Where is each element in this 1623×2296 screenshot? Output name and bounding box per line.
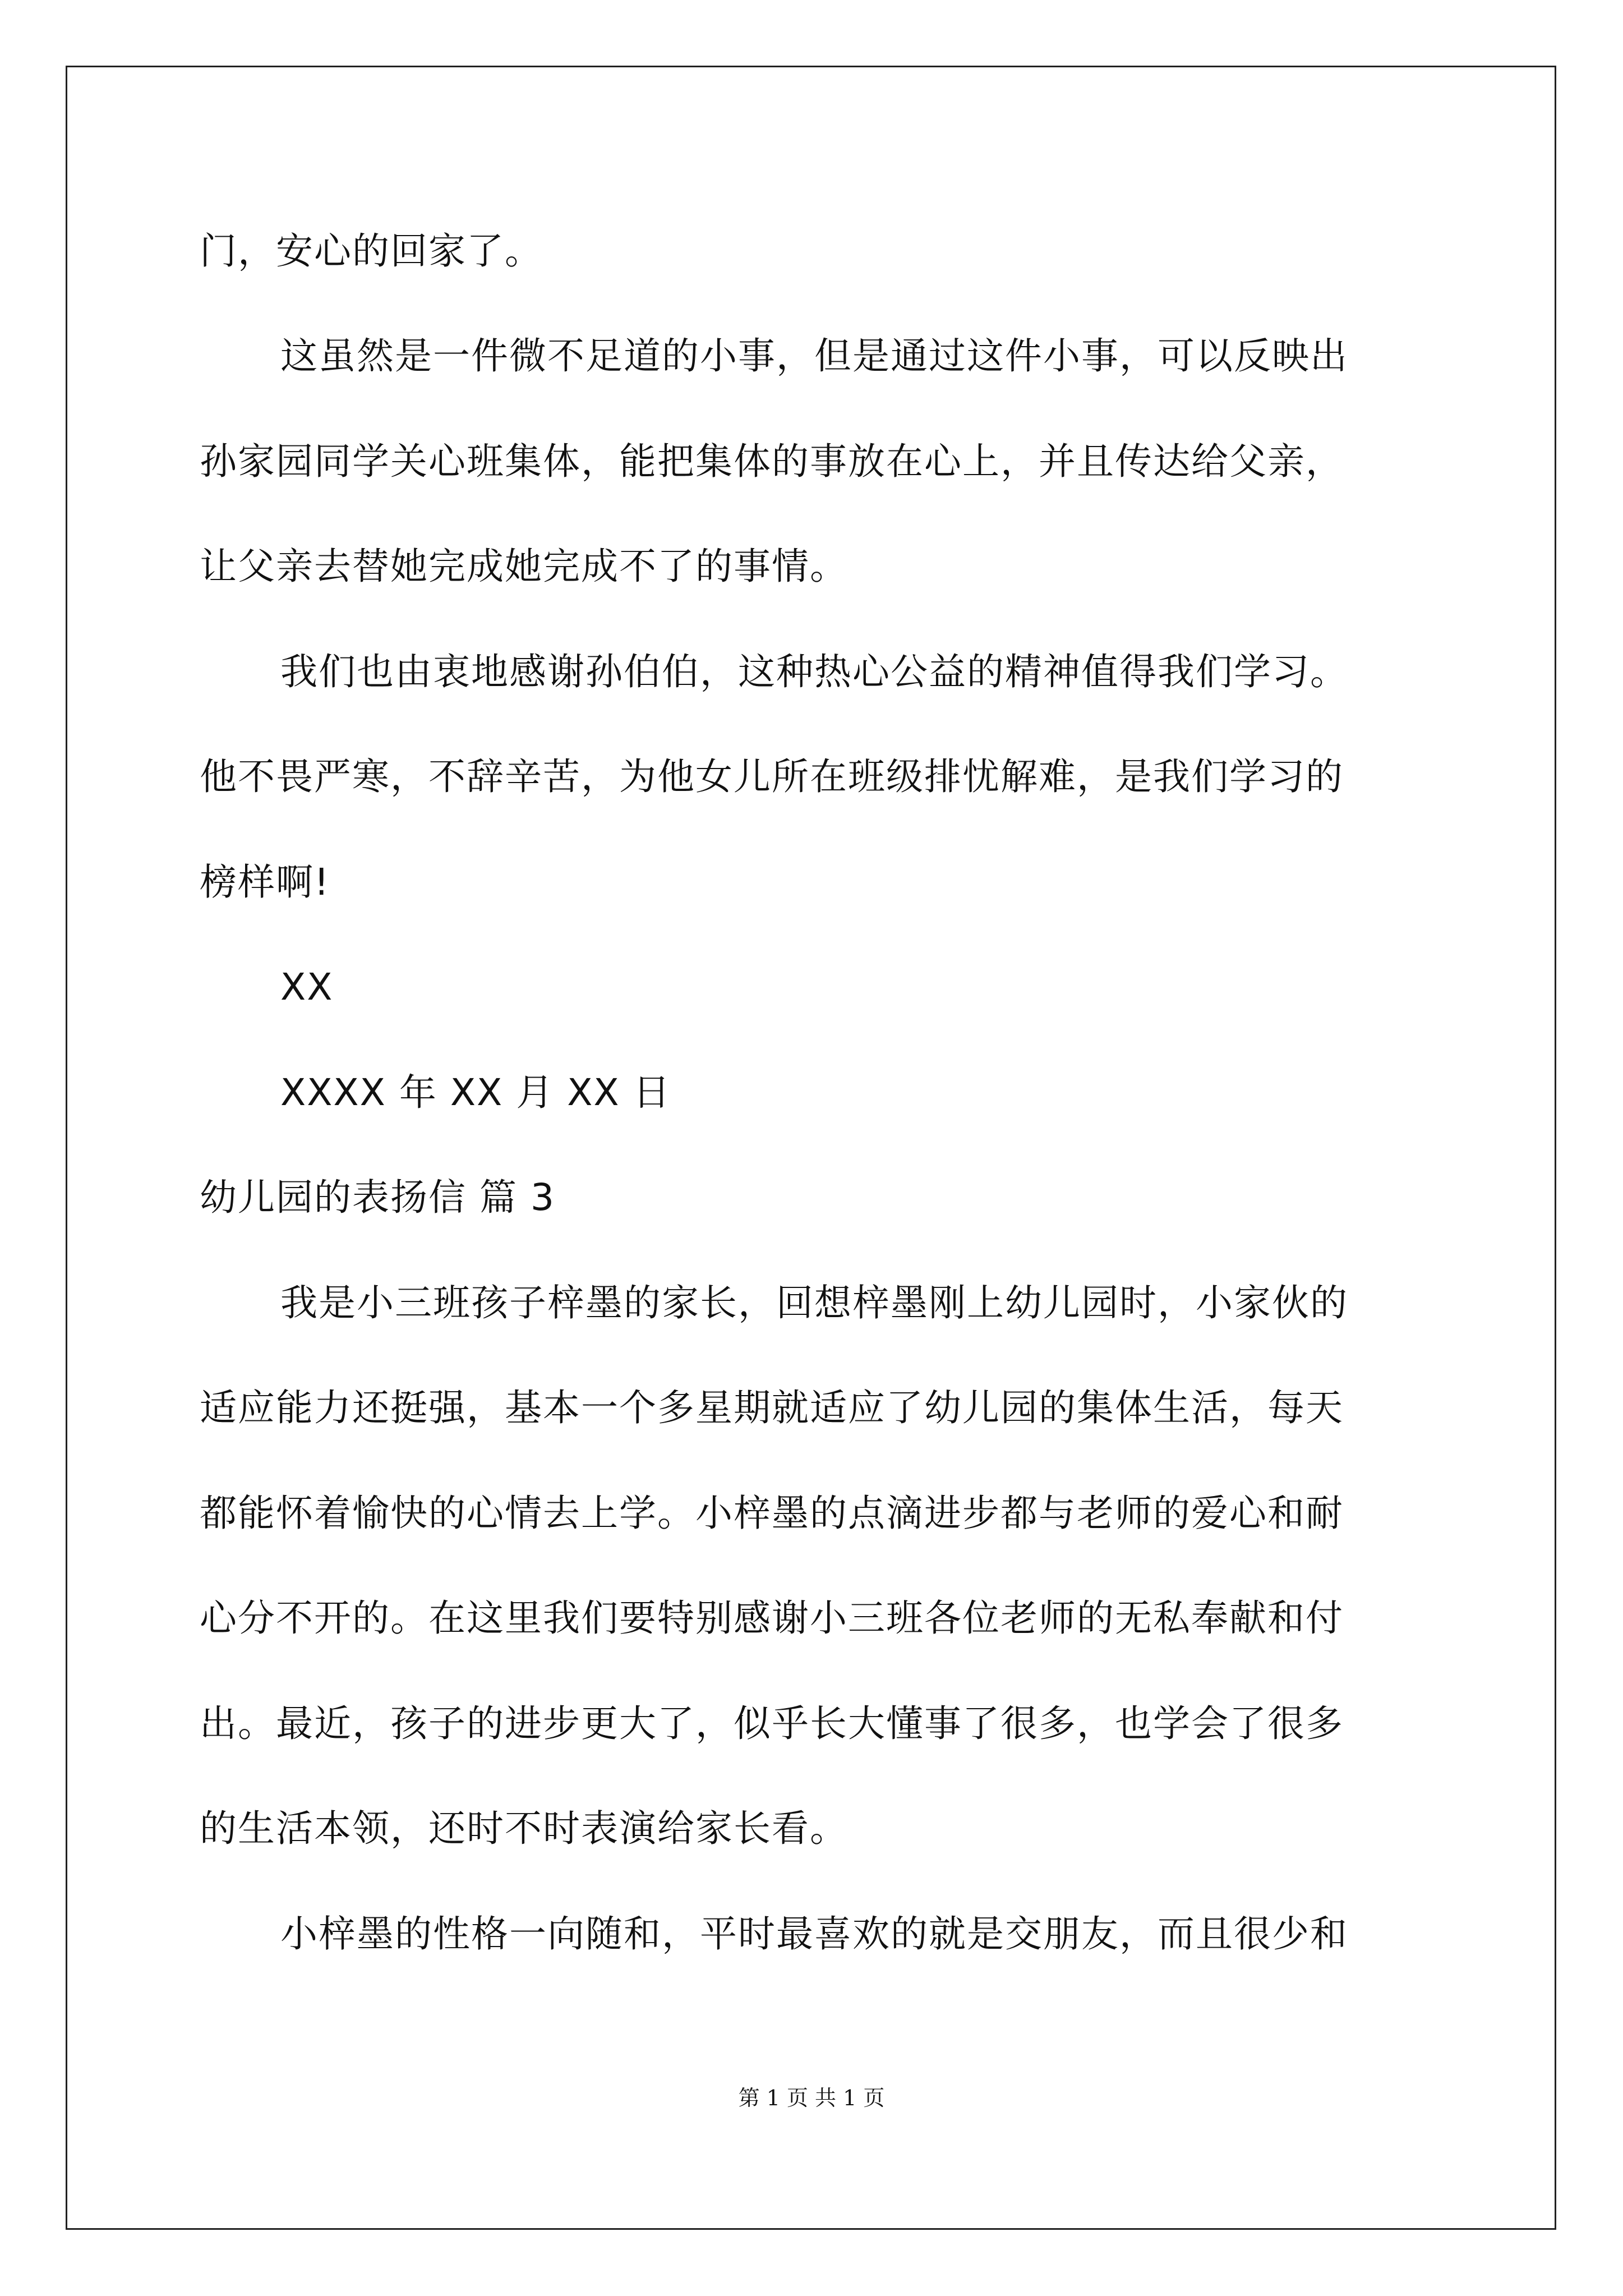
text-line-continuation: 门，安心的回家了。 (200, 229, 543, 273)
paragraph-line: 的生活本领，还时不时表演给家长看。 (200, 1807, 848, 1850)
paragraph-line: 榜样啊! (200, 861, 330, 904)
page-footer: 第 1 页 共 1 页 (738, 2086, 885, 2110)
paragraph-line: 让父亲去替她完成她完成不了的事情。 (200, 545, 848, 588)
page-border (66, 66, 1556, 2230)
signature-date: XXXX 年 XX 月 XX 日 (280, 1071, 671, 1114)
paragraph-line: 孙家园同学关心班集体，能把集体的事放在心上，并且传达给父亲， (200, 440, 1344, 483)
section-heading: 幼儿园的表扬信 篇 3 (200, 1176, 555, 1219)
paragraph-line: 这虽然是一件微不足道的小事，但是通过这件小事，可以反映出 (280, 334, 1348, 378)
paragraph-line: 心分不开的。在这里我们要特别感谢小三班各位老师的无私奉献和付 (200, 1596, 1344, 1640)
signature-name: XX (280, 965, 334, 1009)
paragraph-line: 他不畏严寒，不辞辛苦，为他女儿所在班级排忧解难，是我们学习的 (200, 755, 1344, 798)
paragraph-line: 我是小三班孩子梓墨的家长，回想梓墨刚上幼儿园时，小家伙的 (280, 1281, 1348, 1324)
paragraph-line: 适应能力还挺强，基本一个多星期就适应了幼儿园的集体生活，每天 (200, 1386, 1344, 1429)
paragraph-line: 出。最近，孩子的进步更大了，似乎长大懂事了很多，也学会了很多 (200, 1702, 1344, 1745)
paragraph-line: 都能怀着愉快的心情去上学。小梓墨的点滴进步都与老师的爱心和耐 (200, 1492, 1344, 1535)
paragraph-line: 我们也由衷地感谢孙伯伯，这种热心公益的精神值得我们学习。 (280, 650, 1348, 693)
paragraph-line: 小梓墨的性格一向随和，平时最喜欢的就是交朋友，而且很少和 (280, 1912, 1348, 1955)
